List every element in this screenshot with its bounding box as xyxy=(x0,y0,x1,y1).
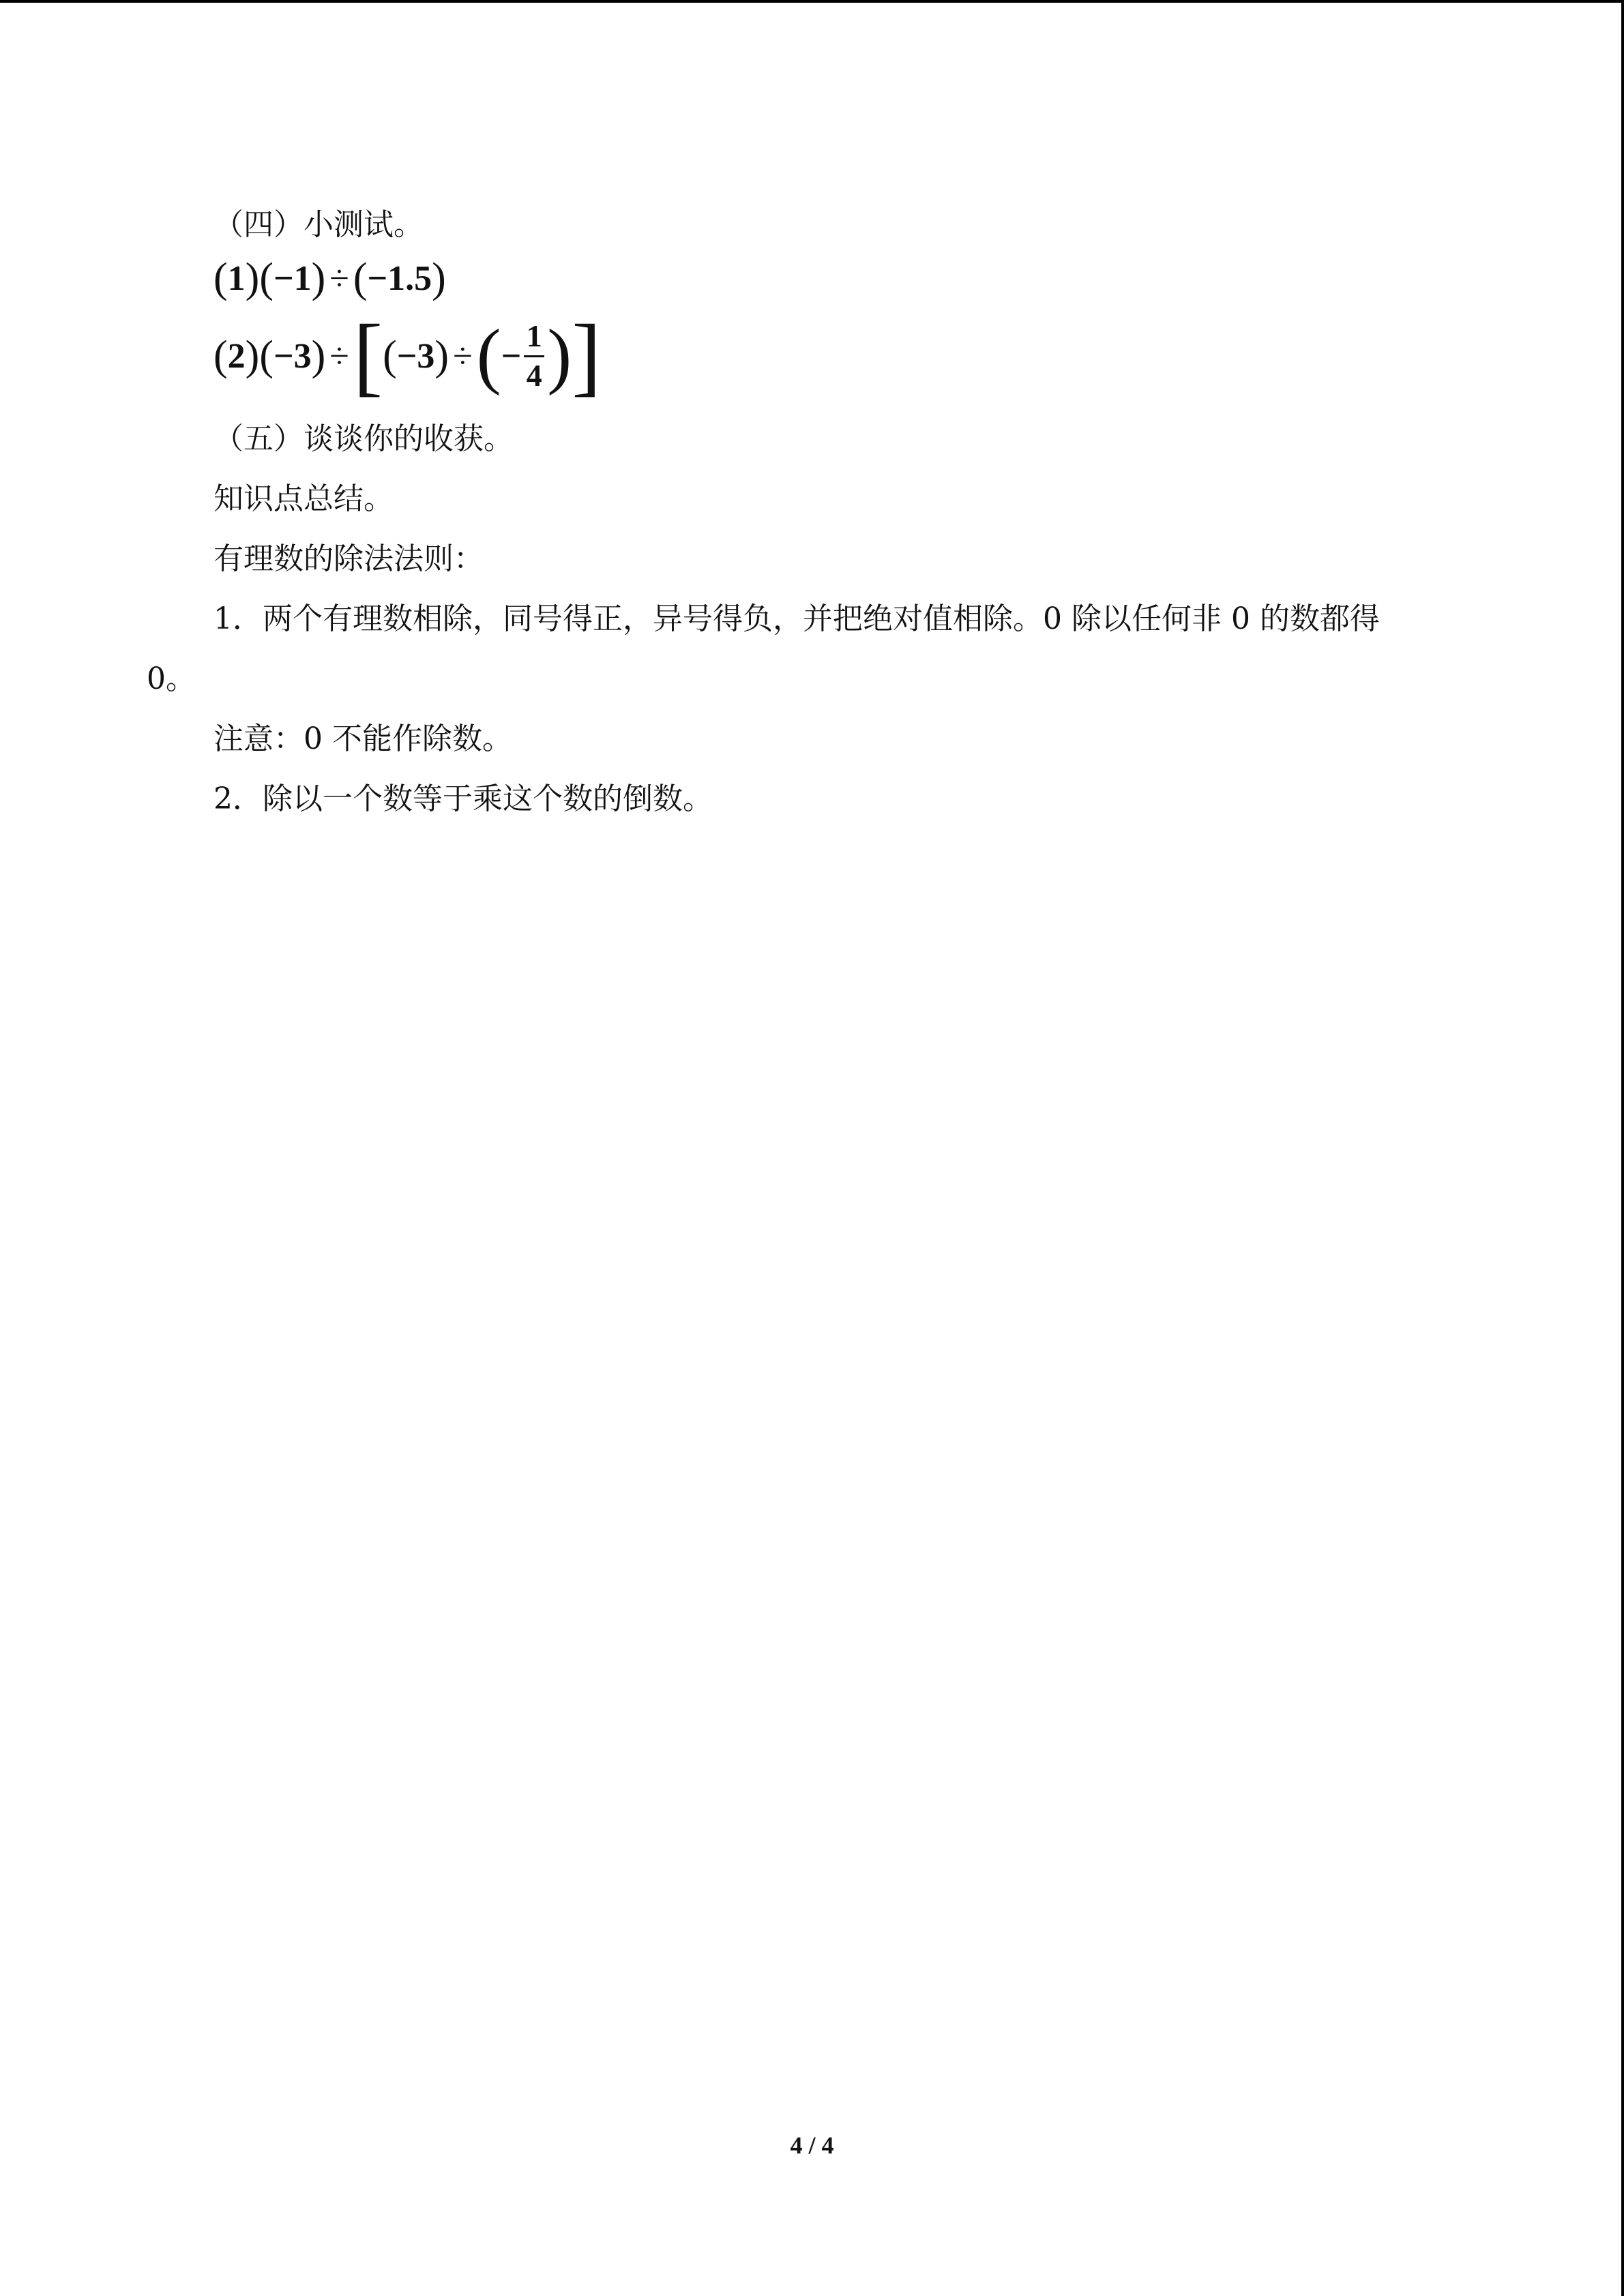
summary-heading: 知识点总结。 xyxy=(213,481,394,516)
rule-note: 注意：0 不能作除数。 xyxy=(213,721,512,756)
fraction-bar xyxy=(524,355,544,357)
harvest-heading: （五）谈谈你的收获。 xyxy=(213,421,514,456)
problem-2-numerator: 1 xyxy=(526,318,542,353)
page-number: 4 / 4 xyxy=(790,2132,834,2159)
problem-2-fraction xyxy=(524,319,544,393)
rule-heading: 有理数的除法法则： xyxy=(213,541,484,576)
problem-1-operator: ÷ xyxy=(329,258,349,298)
problem-2-label: 2 xyxy=(227,336,246,376)
problem-2-operator-1: ÷ xyxy=(329,336,349,376)
problem-1-dividend: −1 xyxy=(273,258,312,298)
problem-2-dividend: −3 xyxy=(273,336,312,376)
rule-1-line-2: 0。 xyxy=(147,661,196,696)
page-border-top xyxy=(0,0,1624,3)
problem-1-label: 1 xyxy=(227,258,246,298)
page-border-right xyxy=(1621,0,1624,2296)
problem-2: ( 2 ) ( −3 ) ÷ [ ( −3 ) ÷ ( − $\frac{1}{4}$ ) ] xyxy=(213,307,602,405)
quiz-heading: （四）小测试。 xyxy=(213,207,424,242)
problem-2-operator-2: ÷ xyxy=(453,336,473,376)
problem-2-denominator: 4 xyxy=(526,357,542,393)
document-body xyxy=(147,205,1483,820)
problem-1-divisor: −1.5 xyxy=(367,258,432,298)
problem-2-inner-dividend: −3 xyxy=(396,336,435,376)
rule-2: 2．除以一个数等于乘这个数的倒数。 xyxy=(213,781,713,816)
rule-1-line-1: 1．两个有理数相除，同号得正，异号得负，并把绝对值相除。0 除以任何非 0 的数都得 xyxy=(213,601,1380,636)
problem-1: ( 1 ) ( −1 ) ÷ ( −1.5 ) xyxy=(213,254,446,301)
problem-2-fraction-sign: − xyxy=(501,336,522,376)
